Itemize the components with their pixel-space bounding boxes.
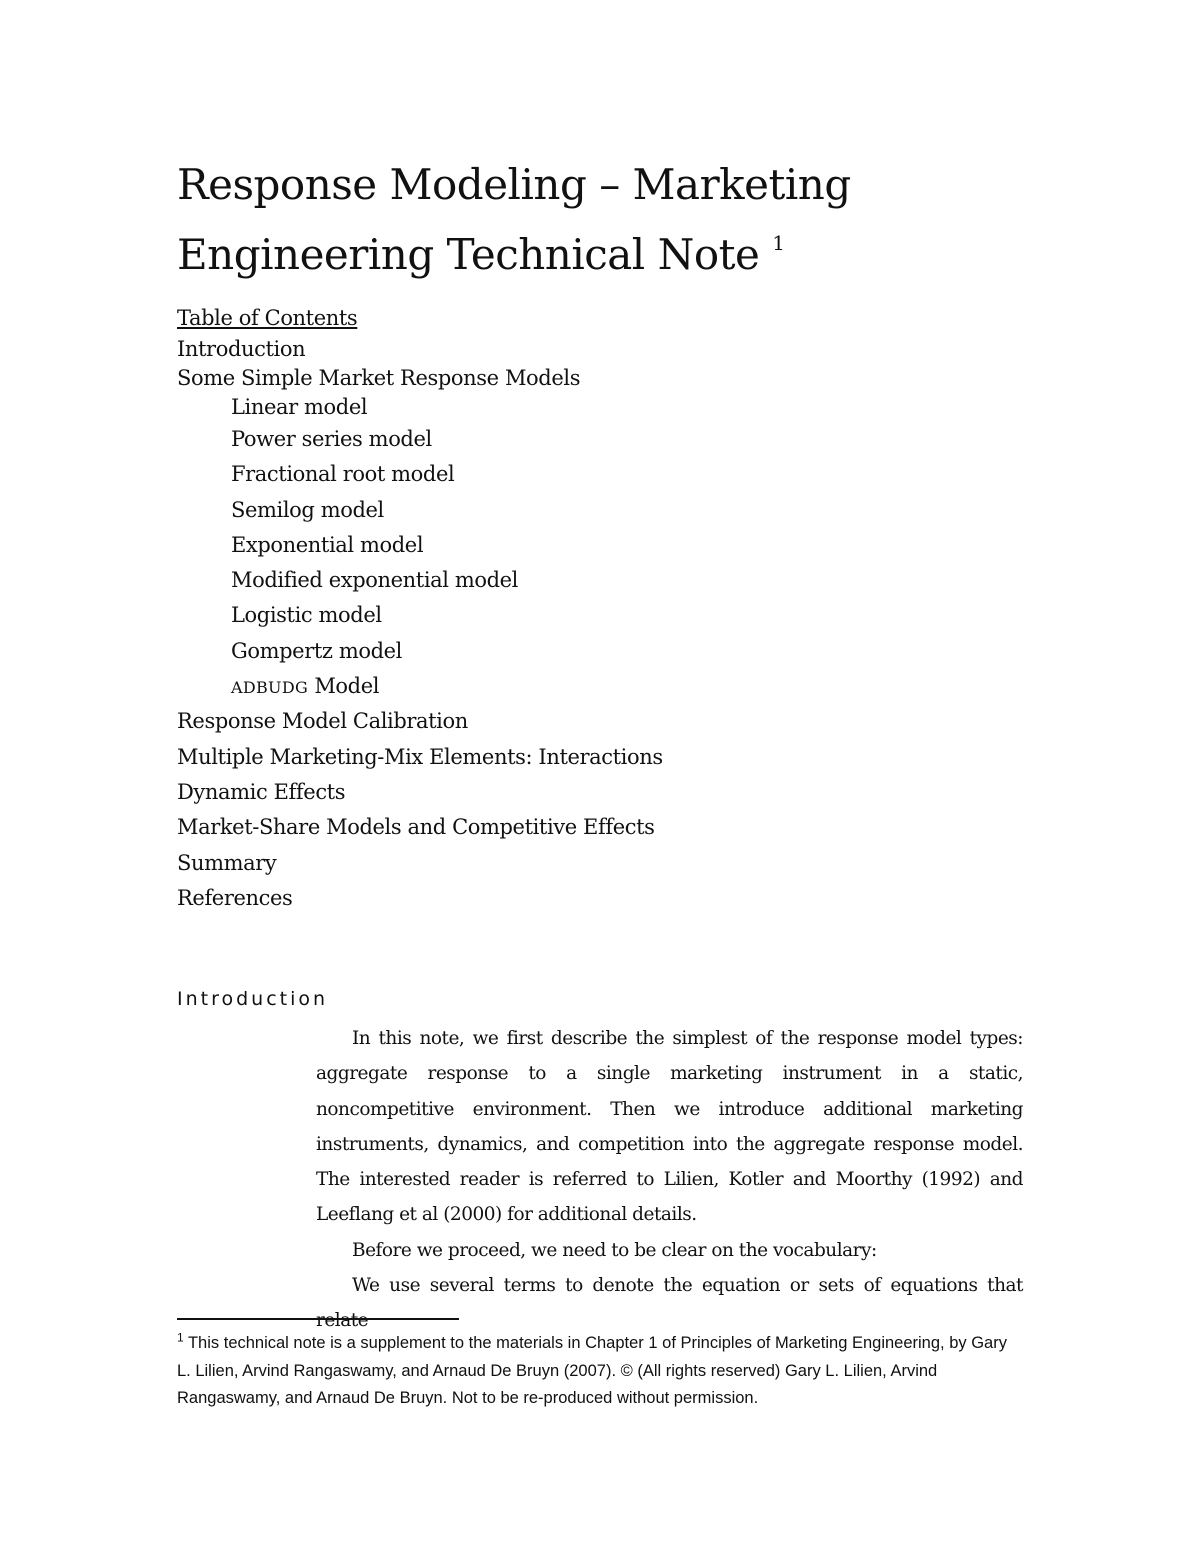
footnote-marker: 1 xyxy=(177,1330,184,1345)
paragraph: In this note, we first describe the simplest of the response model types: aggregate response to a single marketing instrument in a static, noncompetitive environment. Then we introduce additional marketing instruments, dynamics, and competition into the aggregate response model. The interested reader is referred to Lilien, Kotler and Moorthy (1992) and Leeflang et al (2000) for additional details. xyxy=(316,1028,1023,1226)
paragraph: We use several terms to denote the equation or sets of equations that relate xyxy=(316,1275,1023,1332)
toc-item-power-series-model[interactable]: Power series model xyxy=(231,427,432,451)
toc-item-logistic-model[interactable]: Logistic model xyxy=(231,603,382,628)
title-line-2: Engineering Technical Note xyxy=(177,230,760,279)
toc-item-summary[interactable]: Summary xyxy=(177,850,277,875)
footnote-text: This technical note is a supplement to the materials in Chapter 1 of Principles of Marketing Engineering, by Gary L. Lilien, Arvind Rangaswamy, and Arnaud De Bruyn (2007). © (All rights reserved) Gary L. Lilien, Arvind Rangaswamy, and Arnaud De Bruyn. Not to be re-produced without permission. xyxy=(177,1334,1007,1407)
toc-item-dynamic-effects[interactable]: Dynamic Effects xyxy=(177,779,346,804)
document-title xyxy=(177,150,1077,290)
toc-item-exponential-model[interactable]: Exponential model xyxy=(231,532,424,557)
toc-item-linear-model[interactable]: Linear model xyxy=(231,395,368,419)
title-footnote-marker[interactable]: 1 xyxy=(772,231,785,255)
toc-bottom-list xyxy=(177,704,977,916)
footnote-separator xyxy=(177,1318,459,1320)
toc-heading: Table of Contents xyxy=(177,306,358,330)
adbudg-model-label: Model xyxy=(308,674,380,699)
table-of-contents xyxy=(177,302,977,916)
toc-item-modified-exponential-model[interactable]: Modified exponential model xyxy=(231,568,518,593)
footnote xyxy=(177,1330,1017,1413)
toc-item-semilog-model[interactable]: Semilog model xyxy=(231,497,384,522)
toc-item-market-share-models[interactable]: Market-Share Models and Competitive Effects xyxy=(177,815,655,840)
introduction-body xyxy=(316,1021,1023,1339)
toc-item-adbudg-model[interactable] xyxy=(231,669,977,704)
toc-sub-list xyxy=(177,393,977,704)
toc-item-introduction[interactable]: Introduction xyxy=(177,337,306,361)
toc-item-simple-market-response-models[interactable]: Some Simple Market Response Models xyxy=(177,366,581,390)
title-line-1: Response Modeling – Marketing xyxy=(177,160,851,209)
paragraph: Before we proceed, we need to be clear on the vocabulary: xyxy=(352,1239,877,1261)
adbudg-label: ADBUDG xyxy=(231,678,309,698)
toc-top-list xyxy=(177,335,977,393)
toc-item-response-model-calibration[interactable]: Response Model Calibration xyxy=(177,709,468,734)
toc-item-multiple-marketing-mix-elements[interactable]: Multiple Marketing-Mix Elements: Interactions xyxy=(177,744,663,769)
toc-item-fractional-root-model[interactable]: Fractional root model xyxy=(231,462,455,487)
toc-item-references[interactable]: References xyxy=(177,885,293,910)
introduction-heading: Introduction xyxy=(177,988,329,1010)
toc-item-gompertz-model[interactable]: Gompertz model xyxy=(231,638,402,663)
